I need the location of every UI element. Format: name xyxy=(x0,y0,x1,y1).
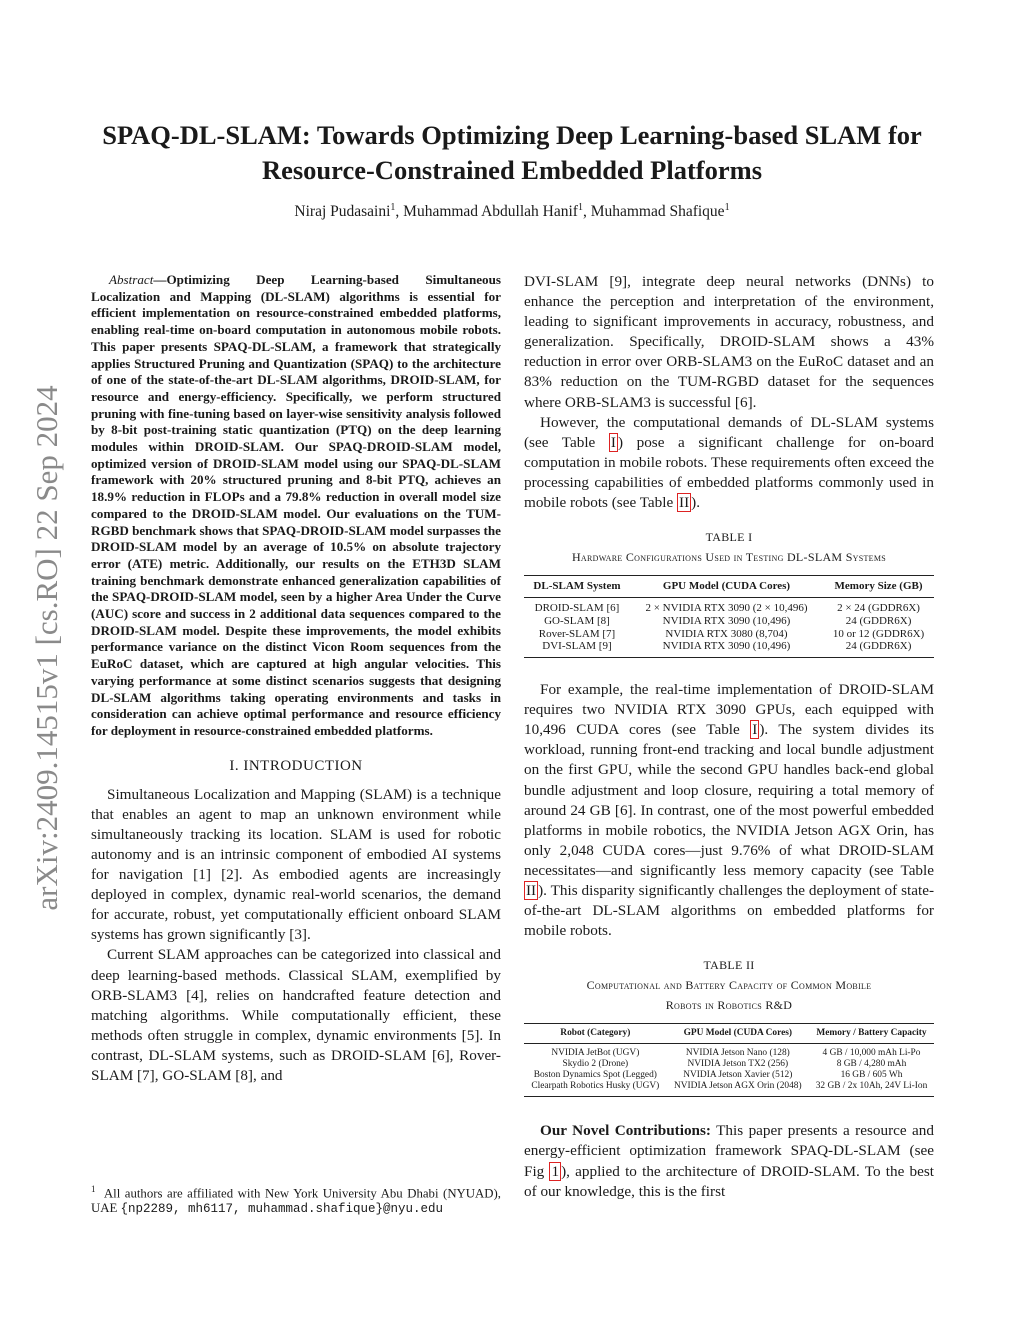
table-cell: NVIDIA Jetson TX2 (256) xyxy=(687,1059,789,1070)
arxiv-identifier: arXiv:2409.14515v1 [cs.RO] 22 Sep 2024 xyxy=(29,385,64,911)
table-cell: NVIDIA RTX 3080 (8,704) xyxy=(665,627,788,640)
table-row xyxy=(524,1059,934,1070)
abstract xyxy=(91,272,501,740)
table-ref-link[interactable]: II xyxy=(679,494,690,512)
p3-text-a: For example, the real-time implementation of DROID-SLAM requires two NVIDIA RTX 3090 GPUs, each equipped with 10,496 CUDA cores (see Table xyxy=(524,681,934,739)
abstract-text: Optimizing Deep Learning-based Simultaneous Localization and Mapping (DL-SLAM) algorithms is essential for efficient implementation on resource-constrained embedded platforms, enabling real-time on-board computation in autonomous mobile robots. This paper presents SPAQ-DL-SLAM, a framework that strategically applies Structured Pruning and Quantization (SPAQ) to the architecture of one of the state-of-the-art DL-SLAM algorithms, DROID-SLAM, for resource and energy-efficiency. Specifically, we perform structured pruning with fine-tuning based on layer-wise sensitivity analysis followed by 8-bit post-training static quantization (PTQ) on the deep learning modules within DROID-SLAM. Our SPAQ-DROID-SLAM model, optimized version of DROID-SLAM model using our SPAQ-DL-SLAM framework with 20% structured pruning and 8-bit PTQ, achieves an 18.9% reduction in FLOPs and a 79.8% reduction in overall model size compared to the DROID-SLAM model. Our evaluations on the TUM-RGBD benchmark shows that SPAQ-DROID-SLAM model surpasses the DROID-SLAM model by an average of 10.5% on absolute trajectory error (ATE) metric. Additionally, our results on the ETH3D SLAM training benchmark demonstrate enhanced generalization capabilities of the SPAQ-DROID-SLAM model, seen by a higher Area Under the Curve (AUC) score and success in 2 additional data sequences compared to the DROID-SLAM model. Despite these improvements, the model exhibits performance variance on the distinct Vicon Room sequences from the EuRoC dataset, which are captured at high angular velocities. This varying performance at some distinct scenarios suggests that designing DL-SLAM algorithms taking operating environments and tasks in consideration can achieve optimal performance and resource efficiency for deployment in resource-constrained embedded platforms. xyxy=(91,272,501,738)
right-paragraph-3 xyxy=(524,680,934,941)
table-row xyxy=(524,1081,934,1097)
affiliation-mark: 1 xyxy=(724,202,730,213)
abstract-label: Abstract xyxy=(109,272,154,287)
table-cell: NVIDIA RTX 3090 (10,496) xyxy=(630,640,823,657)
table-ref-link[interactable]: I xyxy=(610,433,616,451)
author-1: Niraj Pudasaini xyxy=(294,203,391,221)
footnote-mark: 1 xyxy=(91,1184,96,1194)
table-1-grid xyxy=(524,575,934,658)
p3-text-b: ). The system divides its workload, running front-end tracking and local bundle adjustment on the first GPU, while the second GPU handles back-end global bundle adjustment and loop closure, requiring a total memory of around 24 GB [6]. In contrast, one of the most powerful embedded platforms in mobile robotics, the NVIDIA Jetson AGX Orin, has only 2,048 CUDA cores—just 9.76% of what DROID-SLAM necessitates—and significantly less memory capacity (see Table xyxy=(524,721,934,879)
author-2: Muhammad Abdullah Hanif xyxy=(403,203,578,221)
footnote-text: All authors are affiliated with New York University Abu Dhabi (NYUAD), UAE xyxy=(91,1186,501,1216)
affiliation-mark: 1 xyxy=(577,202,583,213)
table-2-title-line-2: Robots in Robotics R&D xyxy=(665,998,793,1013)
table-cell: 4 GB / 10,000 mAh Li-Po xyxy=(822,1048,921,1059)
abstract-dash: — xyxy=(153,272,167,287)
contributions-label: Our Novel Contributions: xyxy=(540,1122,711,1140)
table-cell: NVIDIA RTX 3090 (10,496) xyxy=(662,614,791,627)
right-column xyxy=(524,272,934,1202)
table-row xyxy=(524,640,934,657)
affiliation-footnote xyxy=(91,1182,501,1217)
table-header-cell: Memory Size (GB) xyxy=(823,576,934,598)
table-cell: NVIDIA Jetson Nano (128) xyxy=(685,1048,790,1059)
table-row xyxy=(524,615,934,628)
title-line-1: SPAQ-DL-SLAM: Towards Optimizing Deep Learning-based SLAM for xyxy=(102,120,922,150)
table-cell: DVI-SLAM [9] xyxy=(524,640,630,657)
table-cell: NVIDIA JetBot (UGV) xyxy=(551,1048,640,1059)
p2-text-a: However, the computational demands of DL-SLAM systems (see Table xyxy=(524,413,934,451)
table-header-cell: DL-SLAM System xyxy=(524,576,630,598)
table-2-label: TABLE II xyxy=(703,958,755,973)
table-2-header-row xyxy=(524,1024,934,1044)
table-header-cell: GPU Model (CUDA Cores) xyxy=(667,1024,809,1044)
author-emails: {np2289, mh6117, muhammad.shafique}@nyu.edu xyxy=(120,1202,444,1217)
table-cell: GO-SLAM [8] xyxy=(544,614,610,627)
table-ref-link[interactable]: I xyxy=(752,721,758,739)
table-cell: 10 or 12 (GDDR6X) xyxy=(832,627,925,640)
table-1-header-row xyxy=(524,576,934,598)
table-1-label: TABLE I xyxy=(705,530,753,545)
table-cell: 16 GB / 605 Wh xyxy=(840,1070,903,1081)
table-1-caption xyxy=(524,527,934,567)
affiliation-mark: 1 xyxy=(390,202,396,213)
table-row xyxy=(524,597,934,614)
table-cell: 2 × 24 (GDDR6X) xyxy=(837,601,920,614)
intro-heading: I. INTRODUCTION xyxy=(229,757,363,774)
p2-text-b: ) pose a significant challenge for on-board computation in mobile robots. These requirements often exceed the processing capabilities of embedded platforms commonly used in mobile robots (see Table xyxy=(524,433,935,512)
table-row xyxy=(524,1044,934,1060)
intro-paragraph-1: Simultaneous Localization and Mapping (SLAM) is a technique that enables an agent to map an unknown environment while simultaneously tracking its location. SLAM is used for robotic autonomy and is an intrinsic component of embodied AI systems for navigation [1] [2]. As embodied agents are increasingly deployed in complex, dynamic real-world scenarios, the demand for accurate, robust, yet computationally efficient onboard SLAM systems has grown significantly [3]. xyxy=(91,785,501,944)
table-cell: NVIDIA Jetson AGX Orin (2048) xyxy=(667,1081,809,1097)
table-1 xyxy=(524,527,934,658)
right-paragraph-2 xyxy=(524,413,934,513)
p4-text-b: ), applied to the architecture of DROID-SLAM. To the best of our knowledge, this is the first xyxy=(524,1162,934,1200)
intro-paragraph-2: Current SLAM approaches can be categorized into classical and deep learning-based methods. Classical SLAM, exemplified by ORB-SLAM3 [4], relies on handcrafted feature detection and matching algorithms. While computationally efficient, these methods often struggle in complex, dynamic environments [5]. In contrast, DL-SLAM systems, such as DROID-SLAM [6], Rover-SLAM [7], GO-SLAM [8], and xyxy=(91,946,501,1084)
left-column xyxy=(91,272,501,1086)
table-cell: DROID-SLAM [6] xyxy=(534,601,620,614)
table-cell: Skydio 2 (Drone) xyxy=(562,1059,629,1070)
table-cell: Clearpath Robotics Husky (UGV) xyxy=(524,1081,667,1097)
table-header-cell: Memory / Battery Capacity xyxy=(809,1024,934,1044)
paper-title xyxy=(70,118,954,188)
table-header-cell: Robot (Category) xyxy=(524,1024,667,1044)
table-ref-link[interactable]: II xyxy=(526,882,537,900)
author-list: Niraj Pudasaini$^1$, Muhammad Abdullah Hanif$^1$, Muhammad Shafique$^1$ xyxy=(294,202,730,221)
table-row xyxy=(524,1070,934,1081)
table-cell: 24 (GDDR6X) xyxy=(845,614,912,627)
p4-text-a: This paper presents a resource and energy-efficient optimization framework SPAQ-DL-SLAM (see Fig xyxy=(524,1122,934,1180)
p2-text-c: ). xyxy=(691,494,701,512)
table-header-cell: GPU Model (CUDA Cores) xyxy=(630,576,823,598)
table-cell: Boston Dynamics Spot (Legged) xyxy=(533,1070,657,1081)
table-cell: Rover-SLAM [7] xyxy=(538,627,616,640)
table-cell: 2 × NVIDIA RTX 3090 (2 × 10,496) xyxy=(645,601,808,614)
table-cell: 8 GB / 4,280 mAh xyxy=(836,1059,907,1070)
title-line-2: Resource-Constrained Embedded Platforms xyxy=(261,155,763,185)
table-2 xyxy=(524,955,934,1097)
table-1-title: Hardware Configurations Used in Testing DL-SLAM Systems xyxy=(571,550,887,565)
table-cell: 24 (GDDR6X) xyxy=(823,640,934,657)
table-cell: NVIDIA Jetson Xavier (512) xyxy=(683,1070,793,1081)
right-paragraph-4 xyxy=(524,1121,934,1201)
table-2-title-line-1: Computational and Battery Capacity of Common Mobile xyxy=(586,978,872,993)
table-2-grid xyxy=(524,1023,934,1097)
figure-ref-link[interactable]: 1 xyxy=(551,1162,560,1180)
author-3: Muhammad Shafique xyxy=(590,203,725,221)
p3-text-c: ). This disparity significantly challenges the deployment of state-of-the-art DL-SLAM algorithms on embedded platforms for mobile robots. xyxy=(524,882,934,940)
table-cell: 32 GB / 2x 10Ah, 24V Li-Ion xyxy=(809,1081,934,1097)
table-row xyxy=(524,628,934,641)
right-paragraph-1: DVI-SLAM [9], integrate deep neural networks (DNNs) to enhance the perception and interpretation of the environment, leading to significant improvements in accuracy, robustness, and generalization. Specifically, DROID-SLAM shows a 43% reduction in error over ORB-SLAM3 on the EuRoC dataset and an 83% reduction on the TUM-RGBD dataset for the sequences where ORB-SLAM3 is successful [6]. xyxy=(524,273,934,411)
arxiv-sidebar xyxy=(26,352,68,944)
table-2-caption xyxy=(524,955,934,1015)
